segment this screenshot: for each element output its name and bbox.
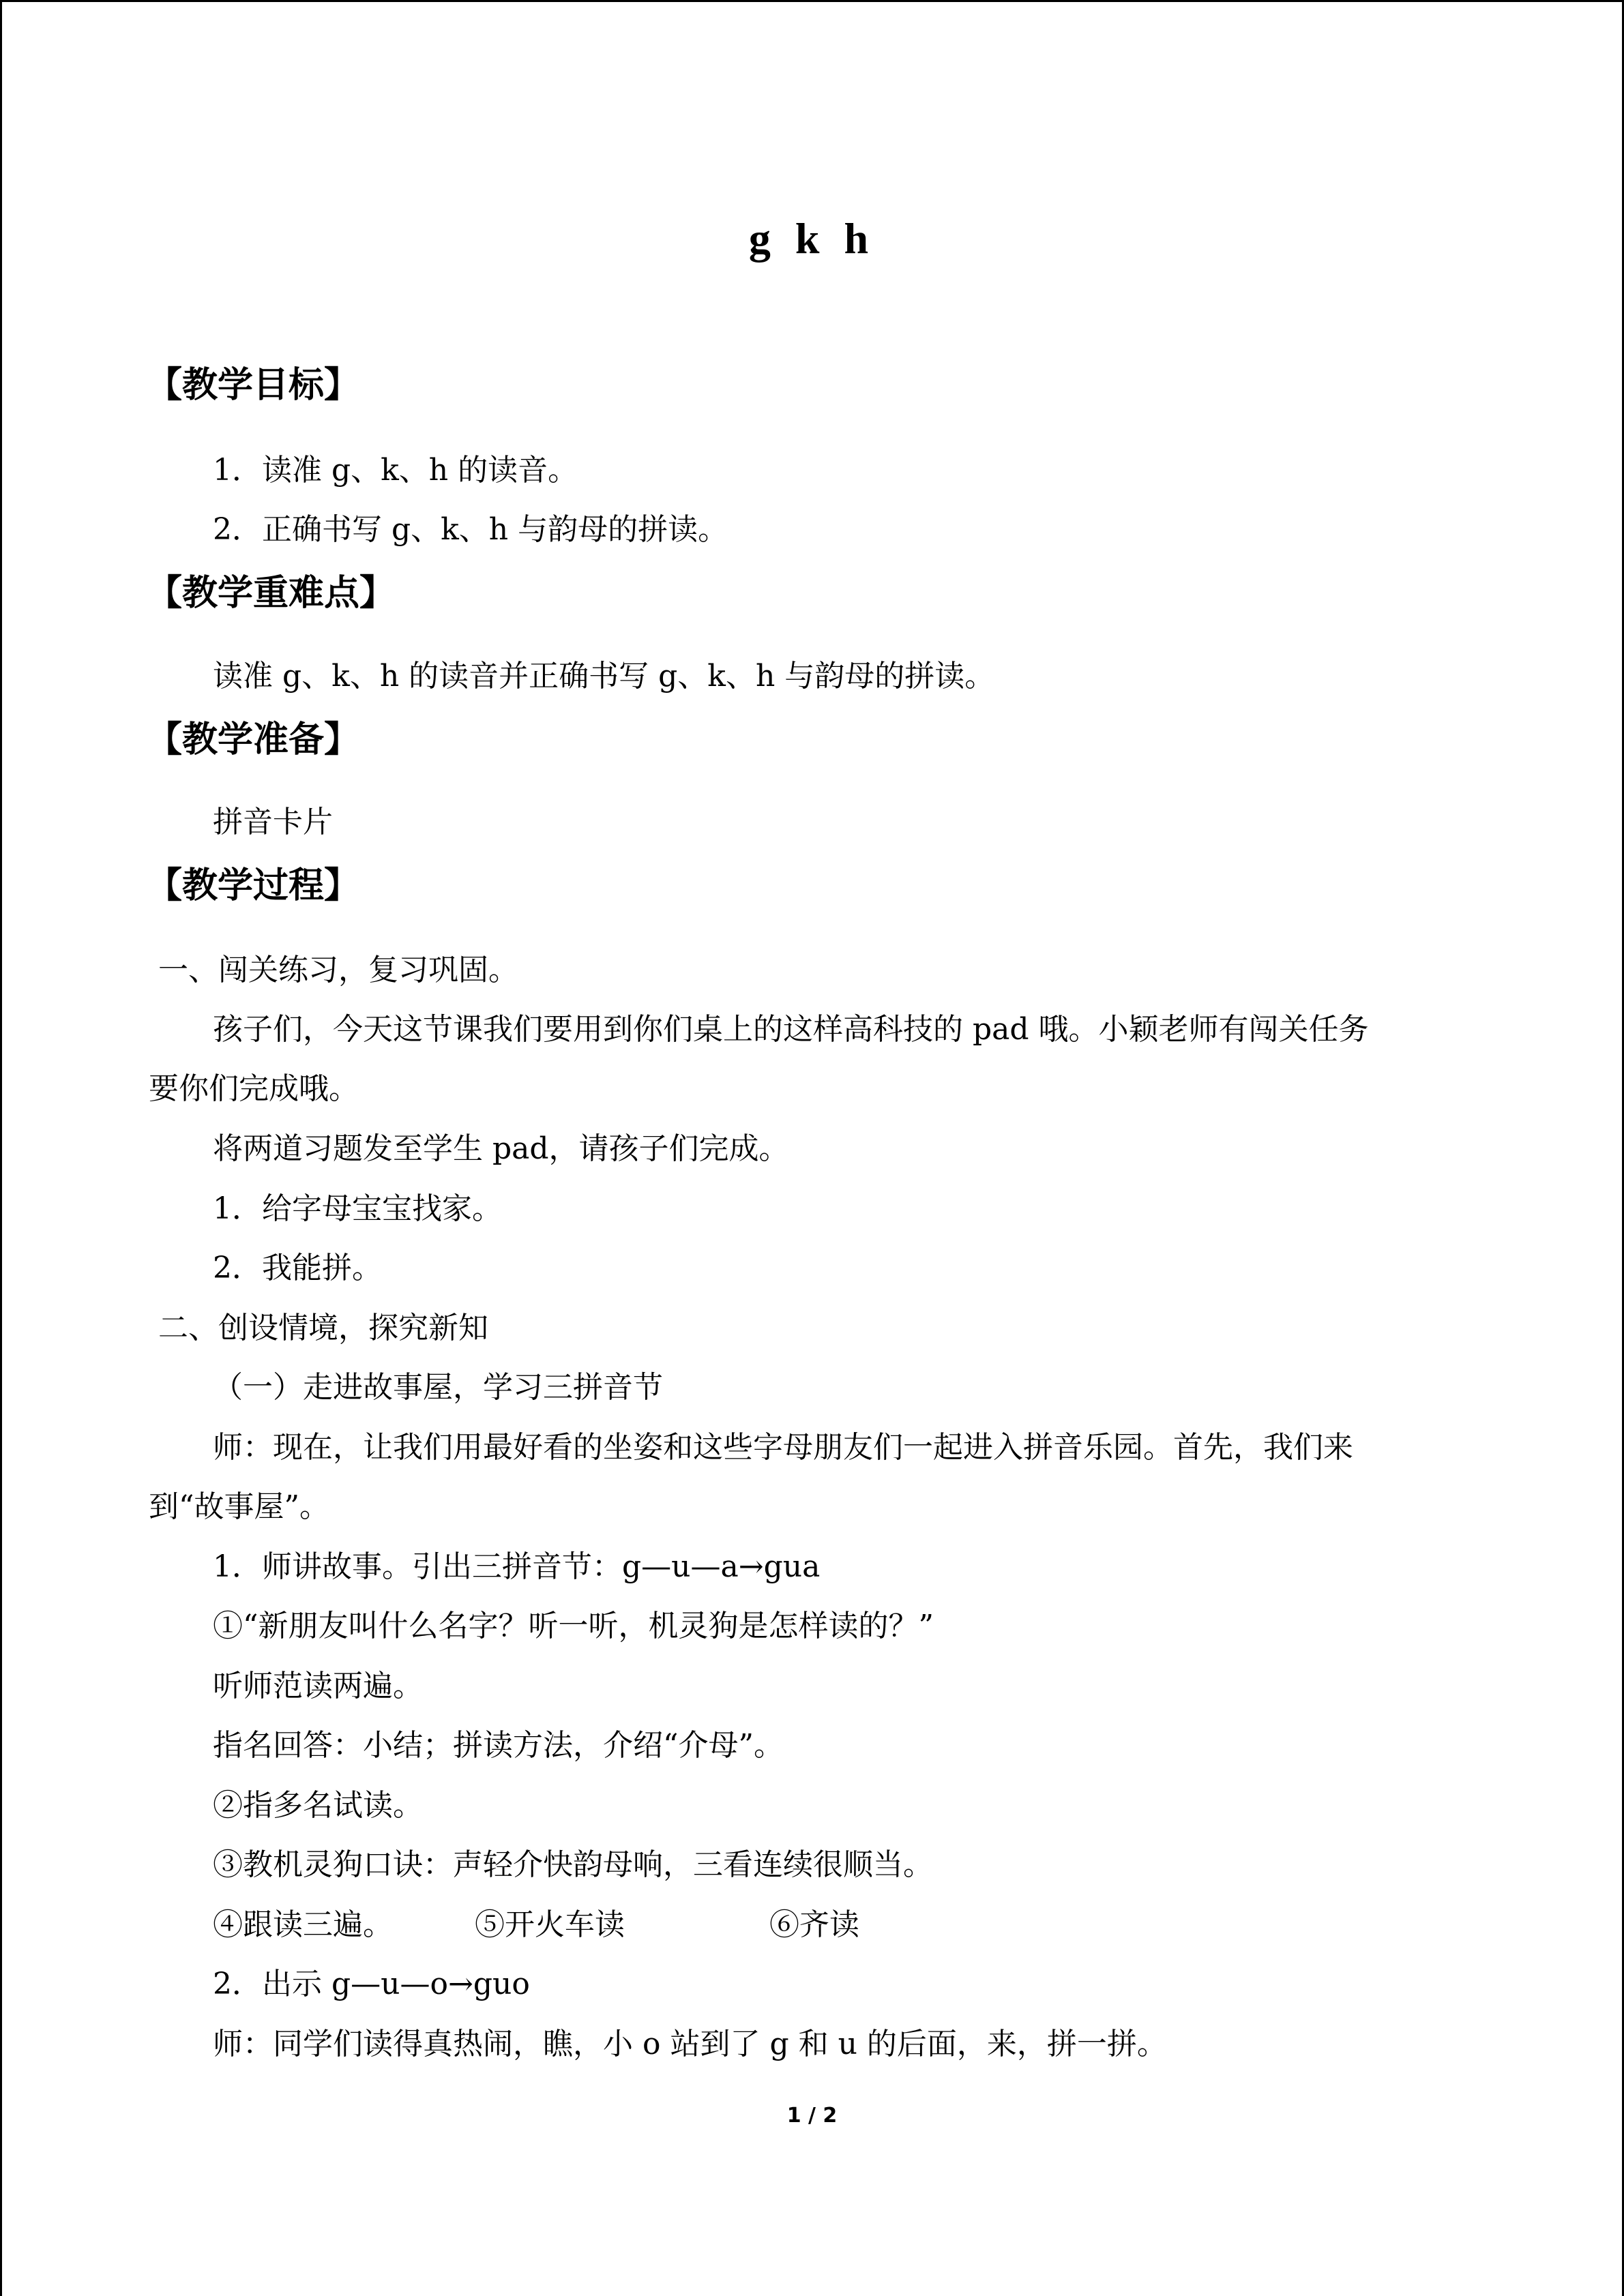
part-2-subsection-1: （一）走进故事屋，学习三拼音节 xyxy=(213,1370,663,1405)
part-2-item-2-text: 师：同学们读得真热闹，瞧，小 o 站到了 g 和 u 的后面，来，拼一拼。 xyxy=(213,2027,1167,2061)
part-2-item-2: 2．出示 g—u—o→guo xyxy=(213,1967,530,2001)
part-1-paragraph-2: 将两道习题发至学生 pad，请孩子们完成。 xyxy=(213,1131,789,1166)
part-2-paragraph-1-line-2: 到“故事屋”。 xyxy=(149,1489,329,1524)
page-number: 1 / 2 xyxy=(786,2104,838,2128)
objective-item-2: 2．正确书写 g、k、h 与韵母的拼读。 xyxy=(213,512,728,547)
preparation-text: 拼音卡片 xyxy=(213,805,333,839)
section-heading-preparation: 【教学准备】 xyxy=(147,719,360,760)
part-2-item-1-step-6: ⑥齐读 xyxy=(769,1907,859,1942)
section-heading-process: 【教学过程】 xyxy=(147,865,360,906)
part-1-paragraph-1-line-2: 要你们完成哦。 xyxy=(149,1071,359,1106)
part-2-item-1: 1．师讲故事。引出三拼音节：g—u—a→gua xyxy=(213,1549,821,1584)
part-2-item-1-step-3: ③教机灵狗口诀：声轻介快韵母响，三看连续很顺当。 xyxy=(213,1847,933,1882)
part-2-item-1-answer: 指名回答：小结；拼读方法，介绍“介母”。 xyxy=(213,1728,784,1763)
part-2-item-1-step-4: ④跟读三遍。 xyxy=(213,1907,393,1942)
part-1-title: 一、闯关练习，复习巩固。 xyxy=(158,953,518,987)
objective-item-1: 1．读准 g、k、h 的读音。 xyxy=(213,453,578,488)
part-2-item-1-step-2: ②指多名试读。 xyxy=(213,1788,423,1823)
section-heading-key-points: 【教学重难点】 xyxy=(147,573,396,614)
key-points-text: 读准 g、k、h 的读音并正确书写 g、k、h 与韵母的拼读。 xyxy=(213,659,995,694)
part-1-item-2: 2．我能拼。 xyxy=(213,1251,382,1285)
part-2-title: 二、创设情境，探究新知 xyxy=(158,1311,488,1345)
part-2-item-1-step-5: ⑤开火车读 xyxy=(475,1907,625,1942)
document-title: g k h xyxy=(748,214,876,263)
section-heading-objectives: 【教学目标】 xyxy=(147,365,360,406)
part-1-paragraph-1-line-1: 孩子们，今天这节课我们要用到你们桌上的这样高科技的 pad 哦。小颖老师有闯关任务 xyxy=(213,1012,1369,1047)
part-2-item-1-listen: 听师范读两遍。 xyxy=(213,1669,423,1703)
part-1-item-1: 1．给字母宝宝找家。 xyxy=(213,1191,502,1226)
part-2-item-1-question: ①“新朋友叫什么名字？听一听，机灵狗是怎样读的？” xyxy=(213,1609,934,1643)
part-2-paragraph-1-line-1: 师：现在，让我们用最好看的坐姿和这些字母朋友们一起进入拼音乐园。首先，我们来 xyxy=(213,1430,1353,1465)
